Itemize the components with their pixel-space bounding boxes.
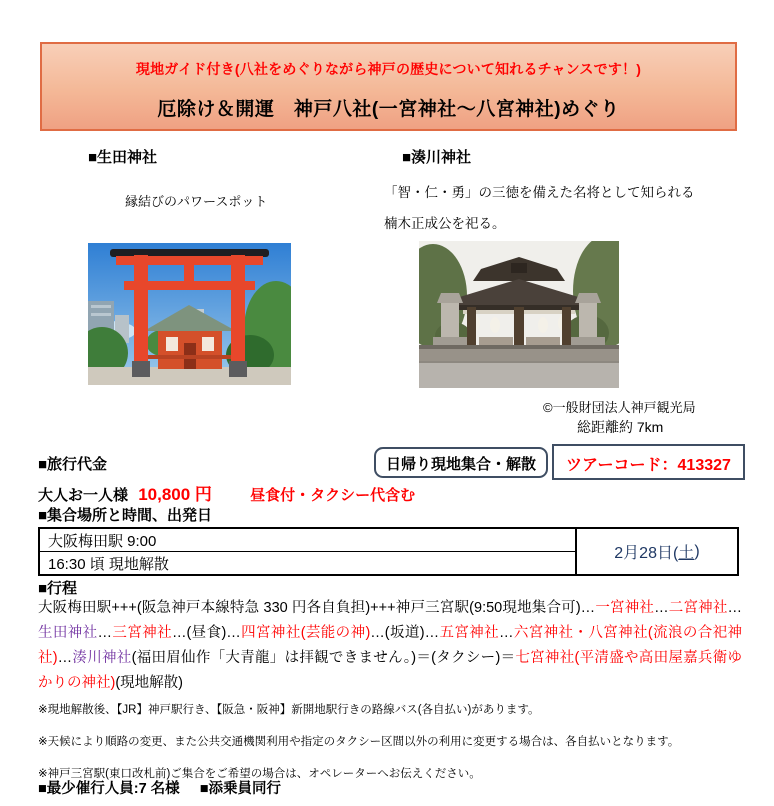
banner-title: 厄除け＆開運 神戸八社(一宮神社～八宮神社)めぐり [157, 99, 620, 120]
meeting-row-dissolution: 16:30 頃 現地解散 [40, 551, 575, 574]
distance-note: 総距離約 7km [577, 419, 664, 435]
tour-banner [40, 42, 737, 131]
day-trip-badge: 日帰り現地集合・解散 [374, 447, 548, 478]
ikuta-shrine-caption: 縁結びのパワースポット [125, 194, 268, 209]
minatogawa-description-line2: 楠木正成公を祀る。 [384, 216, 506, 231]
price-line [38, 480, 415, 505]
meeting-table-left-column [40, 529, 577, 574]
meeting-row-departure: 大阪梅田駅 9:00 [48, 532, 157, 550]
minatogawa-shrine-photo [419, 241, 619, 388]
price-label: 大人お一人様 [38, 487, 129, 504]
ikuta-shrine-heading: ■生田神社 [88, 149, 158, 166]
footer-line [38, 777, 281, 798]
banner-subtitle: 現地ガイド付き(八社をめぐりながら神戸の歴史について知れるチャンスです！) [135, 61, 642, 77]
minatogawa-shrine-heading: ■湊川神社 [402, 149, 472, 166]
minatogawa-description-line1: 「智・仁・勇」の三徳を備えた名将として知られる [384, 185, 695, 200]
tour-code-badge: ツアーコード：413327 [552, 444, 745, 480]
price-heading: ■旅行代金 [38, 456, 108, 473]
itinerary-text: 大阪梅田駅+++(阪急神戸本線特急 330 円各自負担)+++神戸三宮駅(9:50現地集合可)…一宮神社…二宮神社…生田神社…三宮神社…(昼食)…四宮神社(芸能の神)…(坂道)…五宮神社…六宮神社・八宮神社(流浪の合祀神社)…湊川神社(福田眉仙作「大青龍」は拝観できません。)＝(タクシー)＝七宮神社(平清盛や高田屋嘉兵衛ゆかりの神社)(現地解散) [38, 600, 743, 691]
min-participants: ■最少催行人員:7 名様 [38, 781, 180, 797]
tour-conductor: ■添乗員同行 [199, 781, 281, 797]
note-line: ※天候により順路の変更、また公共交通機関利用や指定のタクシー区間以外の利用に変更する場合は、各自払いとなります。 [38, 736, 680, 748]
meeting-table [38, 527, 739, 576]
note-line: ※現地解散後、【JR】神戸駅行き、【阪急・阪神】新開地駅行きの路線バス(各自払い)があります。 [38, 704, 540, 716]
price-value: 10,800 円 [138, 485, 212, 504]
ikuta-shrine-photo [88, 243, 291, 385]
price-note: 昼食付・タクシー代含む [250, 487, 416, 504]
meeting-heading: ■集合場所と時間、出発日 [38, 507, 213, 524]
photo-credit: ©一般財団法人神戸観光局 [543, 400, 696, 415]
meeting-date-cell: 2月28日( 土 ) [614, 542, 700, 562]
itinerary-heading: ■行程 [38, 580, 78, 597]
note-line: ※神戸三宮駅(東口改札前)ご集合をご希望の場合は、オペレーターへお伝えください。 [38, 768, 481, 780]
